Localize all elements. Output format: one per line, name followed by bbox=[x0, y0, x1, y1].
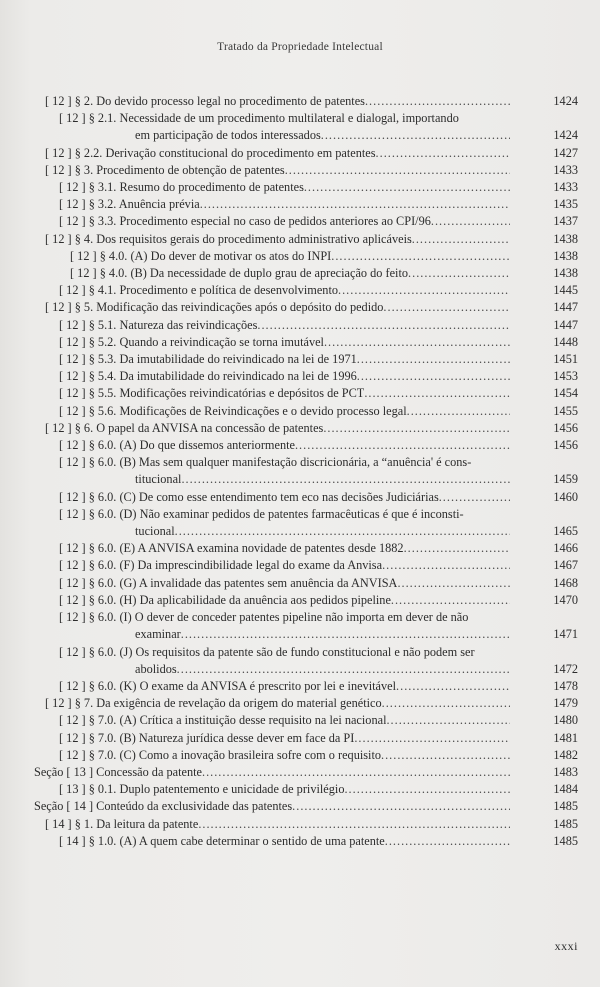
dot-leader bbox=[344, 781, 510, 798]
toc-page-number: 1447 bbox=[553, 300, 578, 315]
dot-leader bbox=[382, 557, 510, 574]
toc-entry-title: Seção [ 14 ] Conteúdo da exclusividade das patentes bbox=[34, 799, 293, 814]
toc-page-number: 1481 bbox=[553, 730, 578, 745]
toc-entry[interactable] bbox=[0, 265, 600, 282]
toc-page-number: 1454 bbox=[553, 386, 578, 401]
toc-page-number: 1470 bbox=[553, 592, 578, 607]
toc-entry-title: [ 12 ] § 4.0. (A) Do dever de motivar os atos do INPI bbox=[70, 248, 332, 263]
toc-entry[interactable] bbox=[0, 213, 600, 230]
toc-entry-title: [ 12 ] § 6.0. (B) Mas sem qualquer manifestação discricionária, a “anuência' é cons- bbox=[59, 455, 472, 470]
toc-page-number: 1455 bbox=[553, 403, 578, 418]
toc-page-number: 1438 bbox=[553, 266, 578, 281]
dot-leader bbox=[357, 351, 510, 368]
toc-entry[interactable] bbox=[0, 145, 600, 162]
toc-entry[interactable] bbox=[0, 816, 600, 833]
toc-page-number: 1424 bbox=[553, 128, 578, 143]
toc-entry[interactable] bbox=[0, 712, 600, 729]
toc-entry-title-continuation: tucional bbox=[135, 524, 175, 539]
dot-leader bbox=[381, 747, 510, 764]
toc-entry[interactable] bbox=[0, 781, 600, 798]
toc-entry[interactable] bbox=[0, 833, 600, 850]
toc-entry[interactable] bbox=[0, 334, 600, 351]
dot-leader bbox=[331, 248, 510, 265]
table-of-contents bbox=[0, 93, 600, 850]
dot-leader bbox=[383, 299, 510, 316]
toc-entry[interactable] bbox=[0, 248, 600, 265]
toc-entry-title: [ 12 ] § 5.4. Da imutabilidade do reivindicado na lei de 1996 bbox=[59, 369, 357, 384]
toc-page-number: 1468 bbox=[553, 575, 578, 590]
dot-leader bbox=[338, 282, 510, 299]
toc-entry-title: [ 12 ] § 5. Modificação das reivindicações após o depósito do pedido bbox=[45, 300, 384, 315]
toc-entry[interactable] bbox=[0, 730, 600, 747]
toc-entry-title: [ 12 ] § 7. Da exigência de revelação da origem do material genético bbox=[45, 696, 382, 711]
toc-page-number: 1479 bbox=[553, 696, 578, 711]
toc-page-number: 1459 bbox=[553, 472, 578, 487]
toc-entry-title: [ 12 ] § 6.0. (K) O exame da ANVISA é prescrito por lei e inevitável bbox=[59, 678, 397, 693]
toc-entry[interactable] bbox=[0, 609, 600, 643]
dot-leader bbox=[321, 127, 510, 144]
dot-leader bbox=[412, 231, 510, 248]
toc-entry-title: [ 12 ] § 2.1. Necessidade de um procedimento multilateral e dialogal, importando bbox=[59, 111, 459, 126]
toc-entry-title: Seção [ 13 ] Concessão da patente bbox=[34, 764, 202, 779]
toc-page-number: 1471 bbox=[553, 627, 578, 642]
toc-entry-title: [ 12 ] § 4.0. (B) Da necessidade de duplo grau de apreciação do feito bbox=[70, 266, 409, 281]
dot-leader bbox=[396, 678, 510, 695]
toc-entry-title: [ 14 ] § 1.0. (A) A quem cabe determinar o sentido de uma patente bbox=[59, 833, 385, 848]
toc-page-number: 1448 bbox=[553, 334, 578, 349]
dot-leader bbox=[202, 764, 510, 781]
toc-page-number: 1453 bbox=[553, 369, 578, 384]
toc-entry-title: [ 12 ] § 3.1. Resumo do procedimento de patentes bbox=[59, 180, 304, 195]
toc-entry-title: [ 12 ] § 4.1. Procedimento e política de desenvolvimento bbox=[59, 283, 339, 298]
dot-leader bbox=[397, 575, 510, 592]
toc-page-number: 1433 bbox=[553, 162, 578, 177]
toc-entry-title: [ 12 ] § 5.3. Da imutabilidade do reivindicado na lei de 1971 bbox=[59, 352, 357, 367]
toc-entry[interactable] bbox=[0, 678, 600, 695]
toc-page-number: 1482 bbox=[553, 747, 578, 762]
toc-entry-title: [ 12 ] § 6.0. (D) Não examinar pedidos de patentes farmacêuticas é que é inconsti- bbox=[59, 506, 464, 521]
toc-entry-title: [ 12 ] § 3.2. Anuência prévia bbox=[59, 197, 200, 212]
dot-leader bbox=[386, 712, 510, 729]
dot-leader bbox=[439, 489, 510, 506]
toc-entry-title: [ 12 ] § 6. O papel da ANVISA na concessão de patentes bbox=[45, 420, 324, 435]
toc-entry[interactable] bbox=[0, 592, 600, 609]
toc-entry[interactable] bbox=[0, 231, 600, 248]
dot-leader bbox=[295, 437, 510, 454]
dot-leader bbox=[385, 833, 510, 850]
dot-leader bbox=[285, 162, 510, 179]
toc-entry[interactable] bbox=[0, 798, 600, 815]
toc-entry[interactable] bbox=[0, 368, 600, 385]
toc-entry[interactable] bbox=[0, 385, 600, 402]
toc-entry-title: [ 14 ] § 1. Da leitura da patente bbox=[45, 816, 199, 831]
dot-leader bbox=[382, 695, 510, 712]
toc-entry-title: [ 12 ] § 5.5. Modificações reivindicatórias e depósitos de PCT bbox=[59, 386, 365, 401]
toc-page-number: 1480 bbox=[553, 713, 578, 728]
toc-entry[interactable] bbox=[0, 351, 600, 368]
dot-leader bbox=[391, 592, 510, 609]
page-folio: xxxi bbox=[554, 939, 578, 953]
toc-page-number: 1484 bbox=[553, 782, 578, 797]
toc-entry-title: [ 12 ] § 6.0. (F) Da imprescindibilidade legal do exame da Anvisa bbox=[59, 558, 383, 573]
toc-entry[interactable] bbox=[0, 557, 600, 574]
toc-entry-title: [ 12 ] § 6.0. (G) A invalidade das patentes sem anuência da ANVISA bbox=[59, 575, 398, 590]
toc-page-number: 1435 bbox=[553, 197, 578, 212]
dot-leader bbox=[408, 265, 510, 282]
toc-entry-title: [ 12 ] § 5.2. Quando a reivindicação se torna imutável bbox=[59, 334, 324, 349]
toc-entry-title: [ 12 ] § 3.3. Procedimento especial no caso de pedidos anteriores ao CPI/96 bbox=[59, 214, 431, 229]
toc-entry-title: [ 12 ] § 7.0. (B) Natureza jurídica desse dever em face da PI bbox=[59, 730, 355, 745]
toc-entry-title: [ 12 ] § 7.0. (C) Como a inovação brasileira sofre com o requisito bbox=[59, 747, 382, 762]
toc-entry-title: [ 12 ] § 6.0. (E) A ANVISA examina novidade de patentes desde 1882 bbox=[59, 541, 404, 556]
toc-entry[interactable] bbox=[0, 196, 600, 213]
dot-leader bbox=[354, 730, 510, 747]
toc-entry-title: [ 12 ] § 6.0. (A) Do que dissemos anteriormente bbox=[59, 438, 295, 453]
toc-entry[interactable] bbox=[0, 179, 600, 196]
toc-entry-title: [ 12 ] § 4. Dos requisitos gerais do procedimento administrativo aplicáveis bbox=[45, 231, 412, 246]
toc-entry-title: [ 12 ] § 5.6. Modificações de Reivindicações e o devido processo legal bbox=[59, 403, 407, 418]
toc-page-number: 1485 bbox=[553, 799, 578, 814]
toc-entry-title: [ 13 ] § 0.1. Duplo patentemento e unicidade de privilégio bbox=[59, 782, 345, 797]
toc-entry-title-continuation: abolidos bbox=[135, 661, 177, 676]
toc-entry[interactable] bbox=[0, 437, 600, 454]
toc-entry-title-continuation: titucional bbox=[135, 472, 182, 487]
dot-leader bbox=[431, 213, 510, 230]
toc-entry-title: [ 12 ] § 6.0. (C) De como esse entendimento tem eco nas decisões Judiciárias bbox=[59, 489, 439, 504]
toc-page-number: 1427 bbox=[553, 145, 578, 160]
toc-entry[interactable] bbox=[0, 489, 600, 506]
toc-entry[interactable] bbox=[0, 575, 600, 592]
toc-entry-title-continuation: examinar bbox=[135, 627, 181, 642]
dot-leader bbox=[198, 816, 510, 833]
toc-entry[interactable] bbox=[0, 282, 600, 299]
dot-leader bbox=[304, 179, 510, 196]
toc-entry-title: [ 12 ] § 3. Procedimento de obtenção de patentes bbox=[45, 162, 285, 177]
toc-page-number: 1465 bbox=[553, 524, 578, 539]
running-head: Tratado da Propriedade Intelectual bbox=[217, 41, 383, 53]
toc-page-number: 1451 bbox=[553, 352, 578, 367]
toc-entry[interactable] bbox=[0, 420, 600, 437]
toc-page-number: 1445 bbox=[553, 283, 578, 298]
toc-entry-title: [ 12 ] § 2. Do devido processo legal no procedimento de patentes bbox=[45, 94, 365, 108]
toc-page-number: 1485 bbox=[553, 816, 578, 831]
toc-page-number: 1466 bbox=[553, 541, 578, 556]
toc-entry[interactable] bbox=[0, 540, 600, 557]
dot-leader bbox=[175, 523, 510, 540]
dot-leader bbox=[177, 661, 510, 678]
toc-entry-title: [ 12 ] § 6.0. (J) Os requisitos da patente são de fundo constitucional e não podem ser bbox=[59, 644, 475, 659]
dot-leader bbox=[404, 540, 510, 557]
dot-leader bbox=[376, 145, 510, 162]
toc-entry[interactable] bbox=[0, 317, 600, 334]
toc-page-number: 1437 bbox=[553, 214, 578, 229]
toc-entry[interactable] bbox=[0, 93, 600, 110]
toc-entry-title: [ 12 ] § 2.2. Derivação constitucional do procedimento em patentes bbox=[45, 145, 376, 160]
toc-entry[interactable] bbox=[0, 110, 600, 144]
toc-page-number: 1485 bbox=[553, 833, 578, 848]
toc-entry[interactable] bbox=[0, 747, 600, 764]
toc-entry[interactable] bbox=[0, 299, 600, 316]
dot-leader bbox=[324, 334, 510, 351]
toc-page-number: 1438 bbox=[553, 248, 578, 263]
dot-leader bbox=[365, 93, 510, 110]
toc-entry-title: [ 12 ] § 7.0. (A) Crítica a instituição desse requisito na lei nacional bbox=[59, 713, 387, 728]
dot-leader bbox=[181, 471, 510, 488]
toc-page-number: 1478 bbox=[553, 678, 578, 693]
toc-page-number: 1456 bbox=[553, 420, 578, 435]
toc-page-number: 1438 bbox=[553, 231, 578, 246]
toc-entry-title-continuation: em participação de todos interessados bbox=[135, 128, 321, 143]
toc-page-number: 1483 bbox=[553, 764, 578, 779]
toc-page-number: 1456 bbox=[553, 438, 578, 453]
toc-entry[interactable] bbox=[0, 403, 600, 420]
dot-leader bbox=[292, 798, 510, 815]
toc-page-number: 1472 bbox=[553, 661, 578, 676]
dot-leader bbox=[200, 196, 510, 213]
toc-page-number: 1460 bbox=[553, 489, 578, 504]
toc-page-number: 1467 bbox=[553, 558, 578, 573]
toc-entry[interactable] bbox=[0, 506, 600, 540]
dot-leader bbox=[257, 317, 510, 334]
dot-leader bbox=[323, 420, 510, 437]
toc-entry[interactable] bbox=[0, 162, 600, 179]
toc-page-number: 1447 bbox=[553, 317, 578, 332]
dot-leader bbox=[364, 385, 510, 402]
toc-entry-title: [ 12 ] § 6.0. (H) Da aplicabilidade da anuência aos pedidos pipeline bbox=[59, 592, 391, 607]
toc-entry[interactable] bbox=[0, 764, 600, 781]
dot-leader bbox=[407, 403, 510, 420]
toc-page-number: 1424 bbox=[553, 94, 578, 108]
toc-page-number: 1433 bbox=[553, 180, 578, 195]
toc-entry-title: [ 12 ] § 5.1. Natureza das reivindicações bbox=[59, 317, 258, 332]
toc-entry[interactable] bbox=[0, 695, 600, 712]
dot-leader bbox=[357, 368, 510, 385]
toc-entry[interactable] bbox=[0, 644, 600, 678]
toc-entry[interactable] bbox=[0, 454, 600, 488]
dot-leader bbox=[181, 626, 510, 643]
toc-entry-title: [ 12 ] § 6.0. (I) O dever de conceder patentes pipeline não importa em dever de não bbox=[59, 610, 469, 625]
